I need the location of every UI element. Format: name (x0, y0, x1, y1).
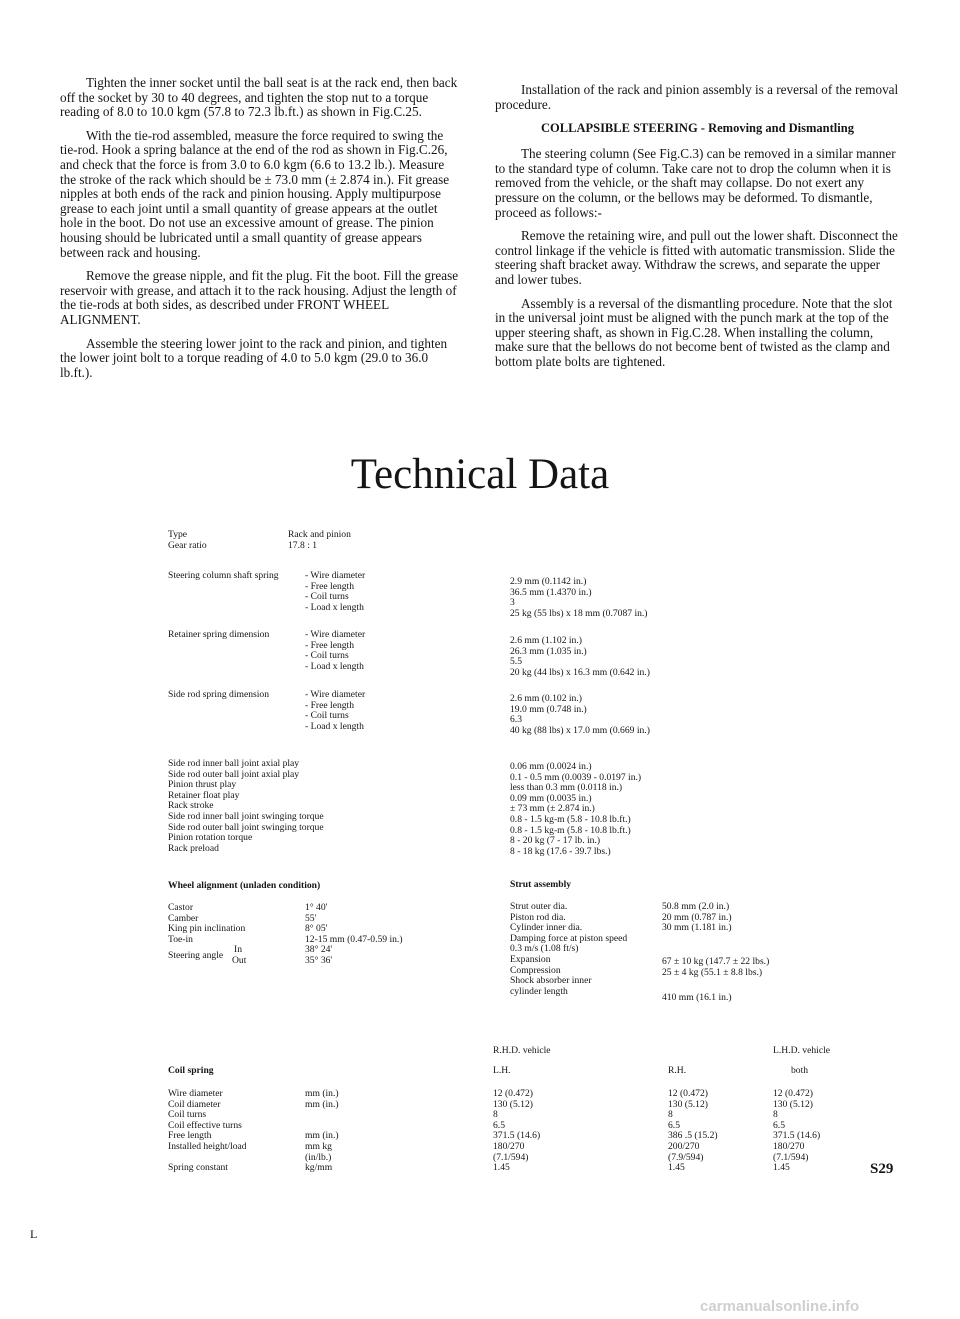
unit (305, 1110, 339, 1121)
strut-labels (510, 902, 627, 997)
value: 2.6 mm (1.102 in.) (510, 635, 582, 646)
spring-values (510, 577, 648, 619)
value: 130 (5.12) (773, 1098, 813, 1110)
spring-label: Retainer spring dimension (168, 629, 270, 640)
label: Pinion rotation torque (168, 832, 253, 844)
spring-items (305, 571, 365, 613)
label: Strut outer dia. (510, 901, 568, 912)
label: Pinion thrust play (168, 779, 237, 791)
unit: (in/lb.) (305, 1151, 332, 1163)
label: Side rod outer ball joint axial play (168, 768, 300, 780)
value: 0.06 mm (0.0024 in.) (510, 761, 592, 772)
value: 12-15 mm (0.47-0.59 in.) (305, 933, 403, 945)
spring-label: Steering column shaft spring (168, 570, 279, 581)
value: Rack and pinion (288, 529, 351, 540)
paragraph: Assembly is a reversal of the dismantling procedure. Note that the slot in the universal joint must be aligned with the punch mark at the top of the upper steering shaft, as shown in Fig.C.28. When installing the column, make sure that the bellows do not become bent of twisted as the clamp and bottom plate bolts are tightened. (495, 295, 893, 369)
value: 17.8 : 1 (288, 539, 318, 551)
value: 12 (0.472) (493, 1088, 533, 1099)
label: Retainer float play (168, 789, 240, 801)
label: King pin inclination (168, 923, 246, 935)
unit: mm (in.) (305, 1098, 339, 1110)
paragraph: With the tie-rod assembled, measure the force required to swing the tie-rod. Hook a spring balance at the end of the rod as shown in Fig.C.26, and check that the force is from 3.0 to 6.0 kgm (6.6 to 13.2 lb.). Measure the stroke of the rack which should be ± 73.0 mm (± 2.874 in.). Fit grease nipples at both ends of the rack and pinion housing. Apply multipurpose grease to each joint until a small quantity of grease appears at the outlet hole in the boot. Do not use an excessive amount of grease. The pinion housing should be lubricated until a small quantity of grease appears between rack and housing. (60, 127, 450, 260)
unit: mm (in.) (305, 1088, 339, 1099)
page-number: S29 (870, 1161, 894, 1177)
value: 6.3 (510, 714, 522, 726)
label: Camber (168, 912, 199, 924)
wheel-heading: Wheel alignment (unladen condition) (168, 880, 321, 891)
label: Installed height/load (168, 1140, 247, 1152)
value: 20 mm (0.787 in.) (662, 911, 732, 923)
item: - Wire diameter (305, 689, 366, 700)
item: - Load x length (305, 720, 364, 732)
value: 0.1 - 0.5 mm (0.0039 - 0.0197 in.) (510, 771, 642, 783)
value: 1° 40' (305, 902, 328, 913)
coil-heading: Coil spring (168, 1065, 214, 1076)
value: 6.5 (773, 1119, 785, 1131)
value: 0.8 - 1.5 kg-m (5.8 - 10.8 lb.ft.) (510, 824, 631, 836)
spring-values (510, 694, 650, 736)
label: Rack stroke (168, 800, 214, 812)
spring-label: Side rod spring dimension (168, 689, 269, 700)
label: Cylinder inner dia. (510, 922, 583, 934)
value: 5.5 (510, 656, 522, 668)
value: 8 (493, 1109, 498, 1121)
wheel-values (305, 903, 403, 967)
label: cylinder length (510, 985, 568, 997)
steering-out-label: Out (232, 955, 247, 966)
item: - Wire diameter (305, 629, 366, 640)
value: 0.09 mm (0.0035 in.) (510, 792, 592, 804)
misc-values (510, 762, 641, 857)
section-heading: COLLAPSIBLE STEERING - Removing and Dismantling (541, 121, 854, 136)
paragraph: Installation of the rack and pinion assembly is a reversal of the removal procedure. (495, 82, 899, 112)
label: Piston rod dia. (510, 911, 566, 923)
rhd-header: R.H.D. vehicle (493, 1045, 551, 1056)
label: Toe-in (168, 933, 193, 945)
spring-items (305, 690, 365, 732)
value: 1.45 (493, 1162, 510, 1174)
unit: mm kg (305, 1140, 332, 1152)
corner-mark: L (30, 1227, 38, 1241)
label: Damping force at piston speed (510, 932, 628, 944)
label: Type (168, 529, 188, 540)
unit: mm (in.) (305, 1130, 339, 1142)
item: - Free length (305, 699, 355, 711)
item: - Coil turns (305, 650, 349, 662)
label: Coil diameter (168, 1098, 221, 1110)
value: 40 kg (88 lbs) x 17.0 mm (0.669 in.) (510, 724, 650, 736)
label: Spring constant (168, 1162, 228, 1174)
steering-in-label: In (234, 944, 242, 955)
spring-items (305, 630, 365, 672)
compression-value: 25 ± 4 kg (55.1 ± 8.8 lbs.) (662, 967, 763, 978)
value: 0.8 - 1.5 kg-m (5.8 - 10.8 lb.ft.) (510, 813, 631, 825)
item: - Free length (305, 580, 355, 592)
strut-heading: Strut assembly (510, 879, 572, 890)
type-labels (168, 530, 207, 551)
value: 180/270 (493, 1140, 525, 1152)
value: 371.5 (14.6) (773, 1130, 821, 1142)
label: Coil turns (168, 1109, 207, 1121)
steering-angle-label: Steering angle (168, 950, 224, 961)
value: 26.3 mm (1.035 in.) (510, 645, 587, 657)
wheel-labels (168, 903, 245, 945)
label: Expansion (510, 953, 551, 965)
value: 200/270 (668, 1140, 700, 1152)
value: 8 - 18 kg (17.6 - 39.7 lbs.) (510, 845, 611, 857)
misc-labels (168, 759, 324, 854)
value: 12 (0.472) (773, 1088, 813, 1099)
item: - Wire diameter (305, 570, 366, 581)
value: (7.1/594) (493, 1151, 529, 1163)
paragraph: Tighten the inner socket until the ball seat is at the rack end, then back off the socket by 30 to 40 degrees, and tighten the stop nut to a torque reading of 8.0 to 10.0 kgm (57.8 to 72.3 lb.ft.) as shown in Fig.C.25. (60, 75, 458, 120)
right-column (495, 83, 900, 379)
value: 8 (668, 1109, 673, 1121)
spring-values (510, 636, 650, 678)
value: 35° 36' (305, 954, 333, 966)
label: Castor (168, 902, 194, 913)
type-values (288, 530, 351, 551)
value: 50.8 mm (2.0 in.) (662, 901, 730, 912)
value: 30 mm (1.181 in.) (662, 922, 732, 934)
value: 19.0 mm (0.748 in.) (510, 703, 587, 715)
label: Gear ratio (168, 539, 207, 551)
coil-units (305, 1089, 339, 1174)
value: 130 (5.12) (668, 1098, 708, 1110)
value: 8 - 20 kg (7 - 17 lb. in.) (510, 835, 601, 847)
value: 3 (510, 597, 515, 609)
label: Rack preload (168, 842, 219, 854)
value: 386 .5 (15.2) (668, 1130, 718, 1142)
label: 0.3 m/s (1.08 ft/s) (510, 943, 579, 955)
paragraph: Remove the grease nipple, and fit the plug. Fit the boot. Fill the grease reservoir with grease, and attach it to the rack housing. Adjust the length of the tie-rods at both sides, as described under FRONT WHEEL ALIGNMENT. (60, 268, 459, 327)
value: ± 73 mm (± 2.874 in.) (510, 803, 595, 815)
value: 1.45 (773, 1162, 790, 1174)
page-title: Technical Data (350, 451, 610, 498)
label: Side rod outer ball joint swinging torque (168, 821, 324, 833)
value: 180/270 (773, 1140, 805, 1152)
lhd-header: L.H.D. vehicle (773, 1045, 831, 1056)
value: 2.9 mm (0.1142 in.) (510, 576, 587, 587)
value: 371.5 (14.6) (493, 1130, 541, 1142)
item: - Load x length (305, 660, 364, 672)
value: 130 (5.12) (493, 1098, 533, 1110)
label: Free length (168, 1130, 212, 1142)
label: Shock absorber inner (510, 975, 592, 987)
value: 8° 05' (305, 923, 328, 935)
both-header: both (791, 1065, 809, 1076)
value: 8 (773, 1109, 778, 1121)
value: 6.5 (493, 1119, 505, 1131)
shock-value: 410 mm (16.1 in.) (662, 992, 732, 1003)
value: 6.5 (668, 1119, 680, 1131)
value: 55' (305, 912, 317, 924)
watermark: carmanualsonline.info (700, 1298, 860, 1315)
expansion-value: 67 ± 10 kg (147.7 ± 22 lbs.) (662, 956, 770, 967)
paragraph: Remove the retaining wire, and pull out the lower shaft. Disconnect the control linkage if the vehicle is fitted with automatic transmission. Slide the steering shaft bracket away. Withdraw the screws, and separate the upper and lower tubes. (495, 228, 898, 287)
item: - Free length (305, 639, 355, 651)
coil-labels (168, 1089, 247, 1174)
coil-lh-values (493, 1089, 540, 1174)
item: - Load x length (305, 601, 364, 613)
label: Side rod inner ball joint axial play (168, 758, 300, 769)
item: - Coil turns (305, 710, 349, 722)
value: 2.6 mm (0.102 in.) (510, 693, 582, 704)
strut-values (662, 902, 732, 934)
value: 20 kg (44 lbs) x 16.3 mm (0.642 in.) (510, 666, 650, 678)
value: 25 kg (55 lbs) x 18 mm (0.7087 in.) (510, 607, 648, 619)
label: Wire diameter (168, 1088, 223, 1099)
value: (7.1/594) (773, 1151, 809, 1163)
paragraph: Assemble the steering lower joint to the rack and pinion, and tighten the lower joint bolt to a torque reading of 4.0 to 5.0 kgm (29.0 to 36.0 lb.ft.). (60, 335, 448, 380)
label: Compression (510, 964, 561, 976)
label: Coil effective turns (168, 1119, 242, 1131)
value: 12 (0.472) (668, 1088, 708, 1099)
lh-header: L.H. (493, 1065, 511, 1076)
value: (7.9/594) (668, 1151, 704, 1163)
rh-header: R.H. (668, 1065, 687, 1076)
coil-both-values (773, 1089, 820, 1174)
item: - Coil turns (305, 591, 349, 603)
value: 1.45 (668, 1162, 685, 1174)
value: 38° 24' (305, 944, 333, 956)
unit: kg/mm (305, 1162, 333, 1174)
left-column (60, 76, 460, 389)
paragraph: The steering column (See Fig.C.3) can be removed in a similar manner to the standard type of column. Take care not to drop the column when it is removed from the vehicle, or the shaft may collapse. Do not exert any pressure on the column, or the bellows may be deformed. To dismantle, proceed as follows:- (495, 146, 896, 220)
coil-rh-values (668, 1089, 718, 1174)
value: less than 0.3 mm (0.0118 in.) (510, 782, 623, 794)
label: Side rod inner ball joint swinging torque (168, 810, 324, 822)
value: 36.5 mm (1.4370 in.) (510, 586, 592, 598)
